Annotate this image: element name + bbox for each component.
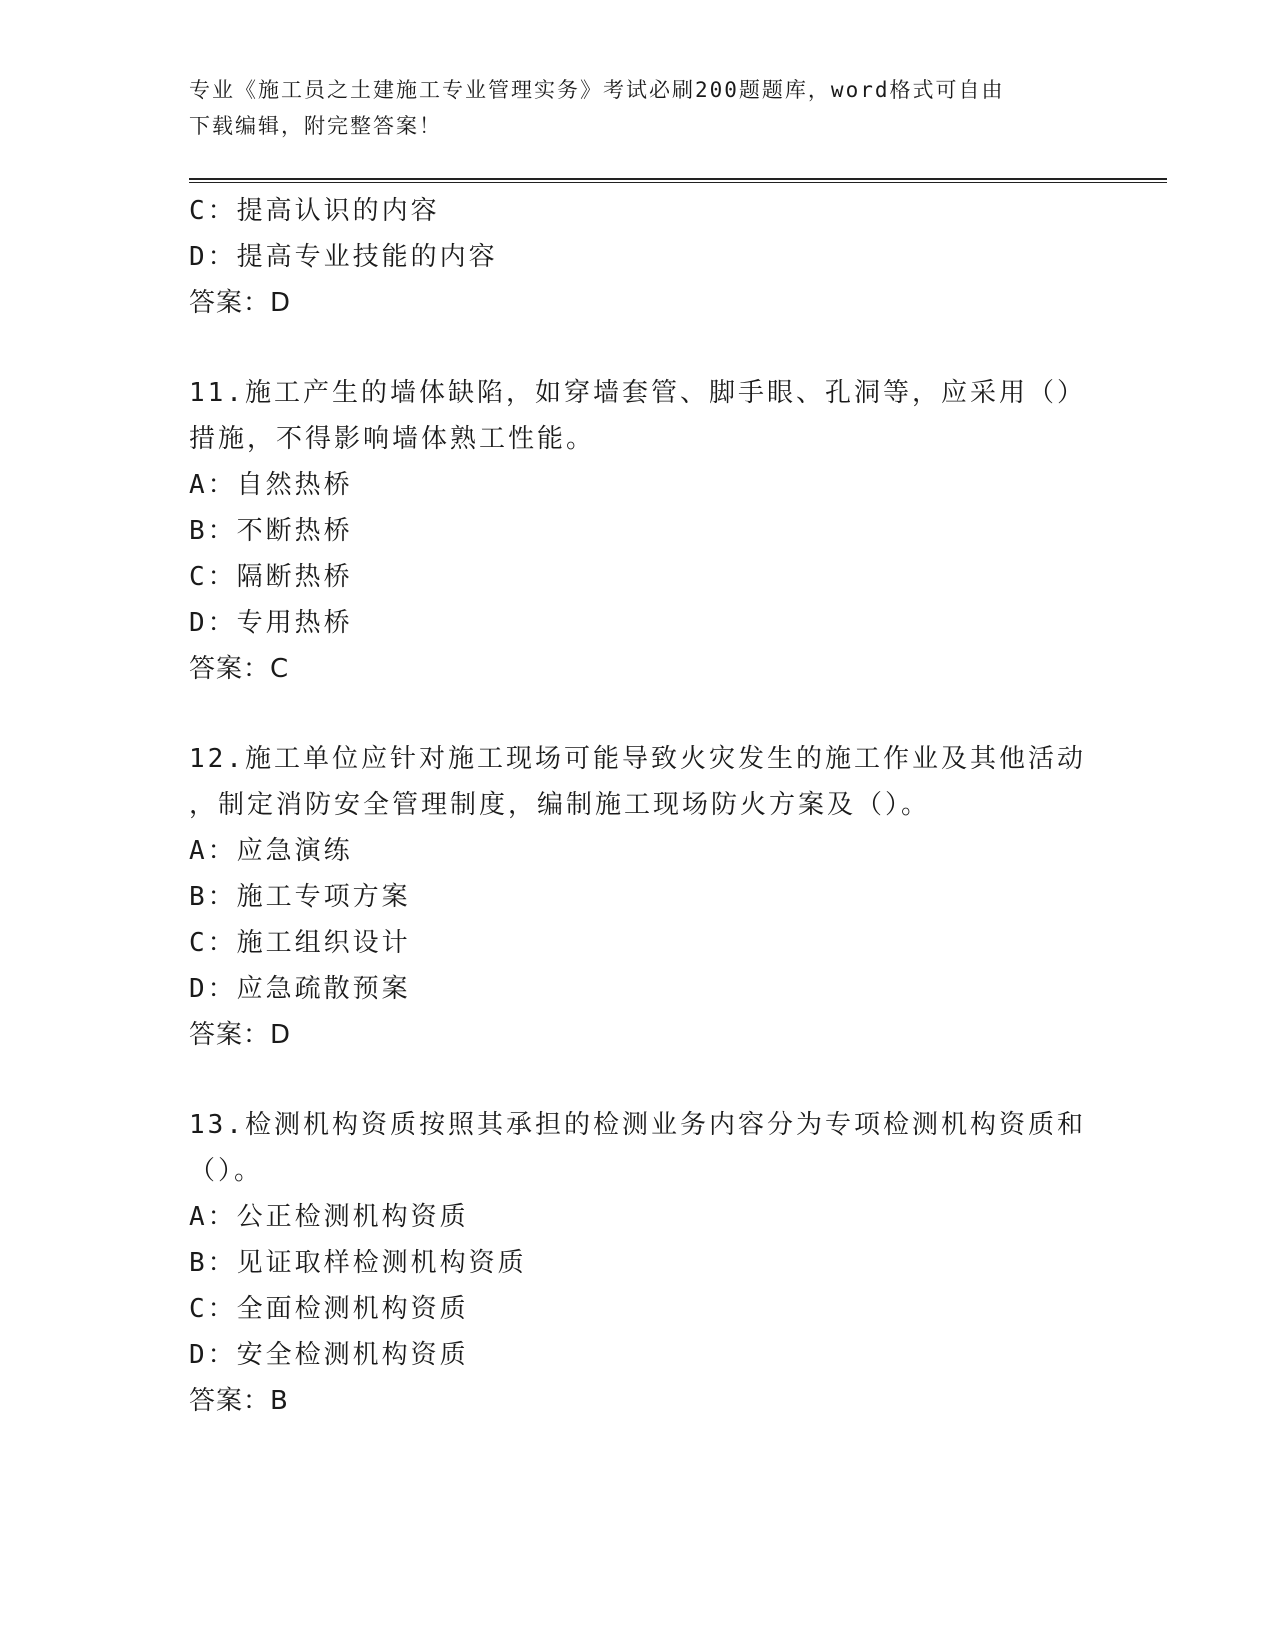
option-b: B：见证取样检测机构资质 (189, 1248, 527, 1278)
question-stem-line2: （）。 (189, 1156, 264, 1186)
answer-line: 答案：C (189, 654, 290, 684)
question-13 (189, 1102, 1089, 1424)
option-c: C：隔断热桥 (189, 562, 353, 592)
option-a: A：应急演练 (189, 836, 353, 866)
option-b: B：不断热桥 (189, 516, 353, 546)
option-c: C：全面检测机构资质 (189, 1294, 469, 1324)
page-header (189, 72, 1089, 144)
question-stem-line1: 13.检测机构资质按照其承担的检测业务内容分为专项检测机构资质和 (189, 1110, 1086, 1140)
option-c: C：施工组织设计 (189, 928, 411, 958)
header-title-line2: 下载编辑，附完整答案！ (189, 114, 442, 138)
option-a: A：公正检测机构资质 (189, 1202, 469, 1232)
question-12 (189, 736, 1089, 1058)
question-stem-line2: 措施，不得影响墙体熟工性能。 (189, 424, 596, 454)
option-a: A：自然热桥 (189, 470, 353, 500)
question-11 (189, 370, 1089, 692)
answer-line: 答案：B (189, 1386, 289, 1416)
carryover-question (189, 188, 1089, 326)
header-divider (189, 178, 1167, 184)
answer-line: 答案：D (189, 288, 292, 318)
question-list (189, 188, 1089, 1424)
option-b: B：施工专项方案 (189, 882, 411, 912)
question-stem-line1: 12.施工单位应针对施工现场可能导致火灾发生的施工作业及其他活动 (189, 744, 1086, 774)
option-d: D：安全检测机构资质 (189, 1340, 469, 1370)
question-stem-line1: 11.施工产生的墙体缺陷，如穿墙套管、脚手眼、孔洞等，应采用（） (189, 378, 1086, 408)
option-c: C：提高认识的内容 (189, 196, 440, 226)
option-d: D：提高专业技能的内容 (189, 242, 498, 272)
answer-line: 答案：D (189, 1020, 292, 1050)
option-d: D：应急疏散预案 (189, 974, 411, 1004)
header-title-line1: 专业《施工员之土建施工专业管理实务》考试必刷200题题库，word格式可自由 (189, 78, 1005, 102)
option-d: D：专用热桥 (189, 608, 353, 638)
question-stem-line2: ，制定消防安全管理制度，编制施工现场防火方案及（）。 (189, 790, 931, 820)
